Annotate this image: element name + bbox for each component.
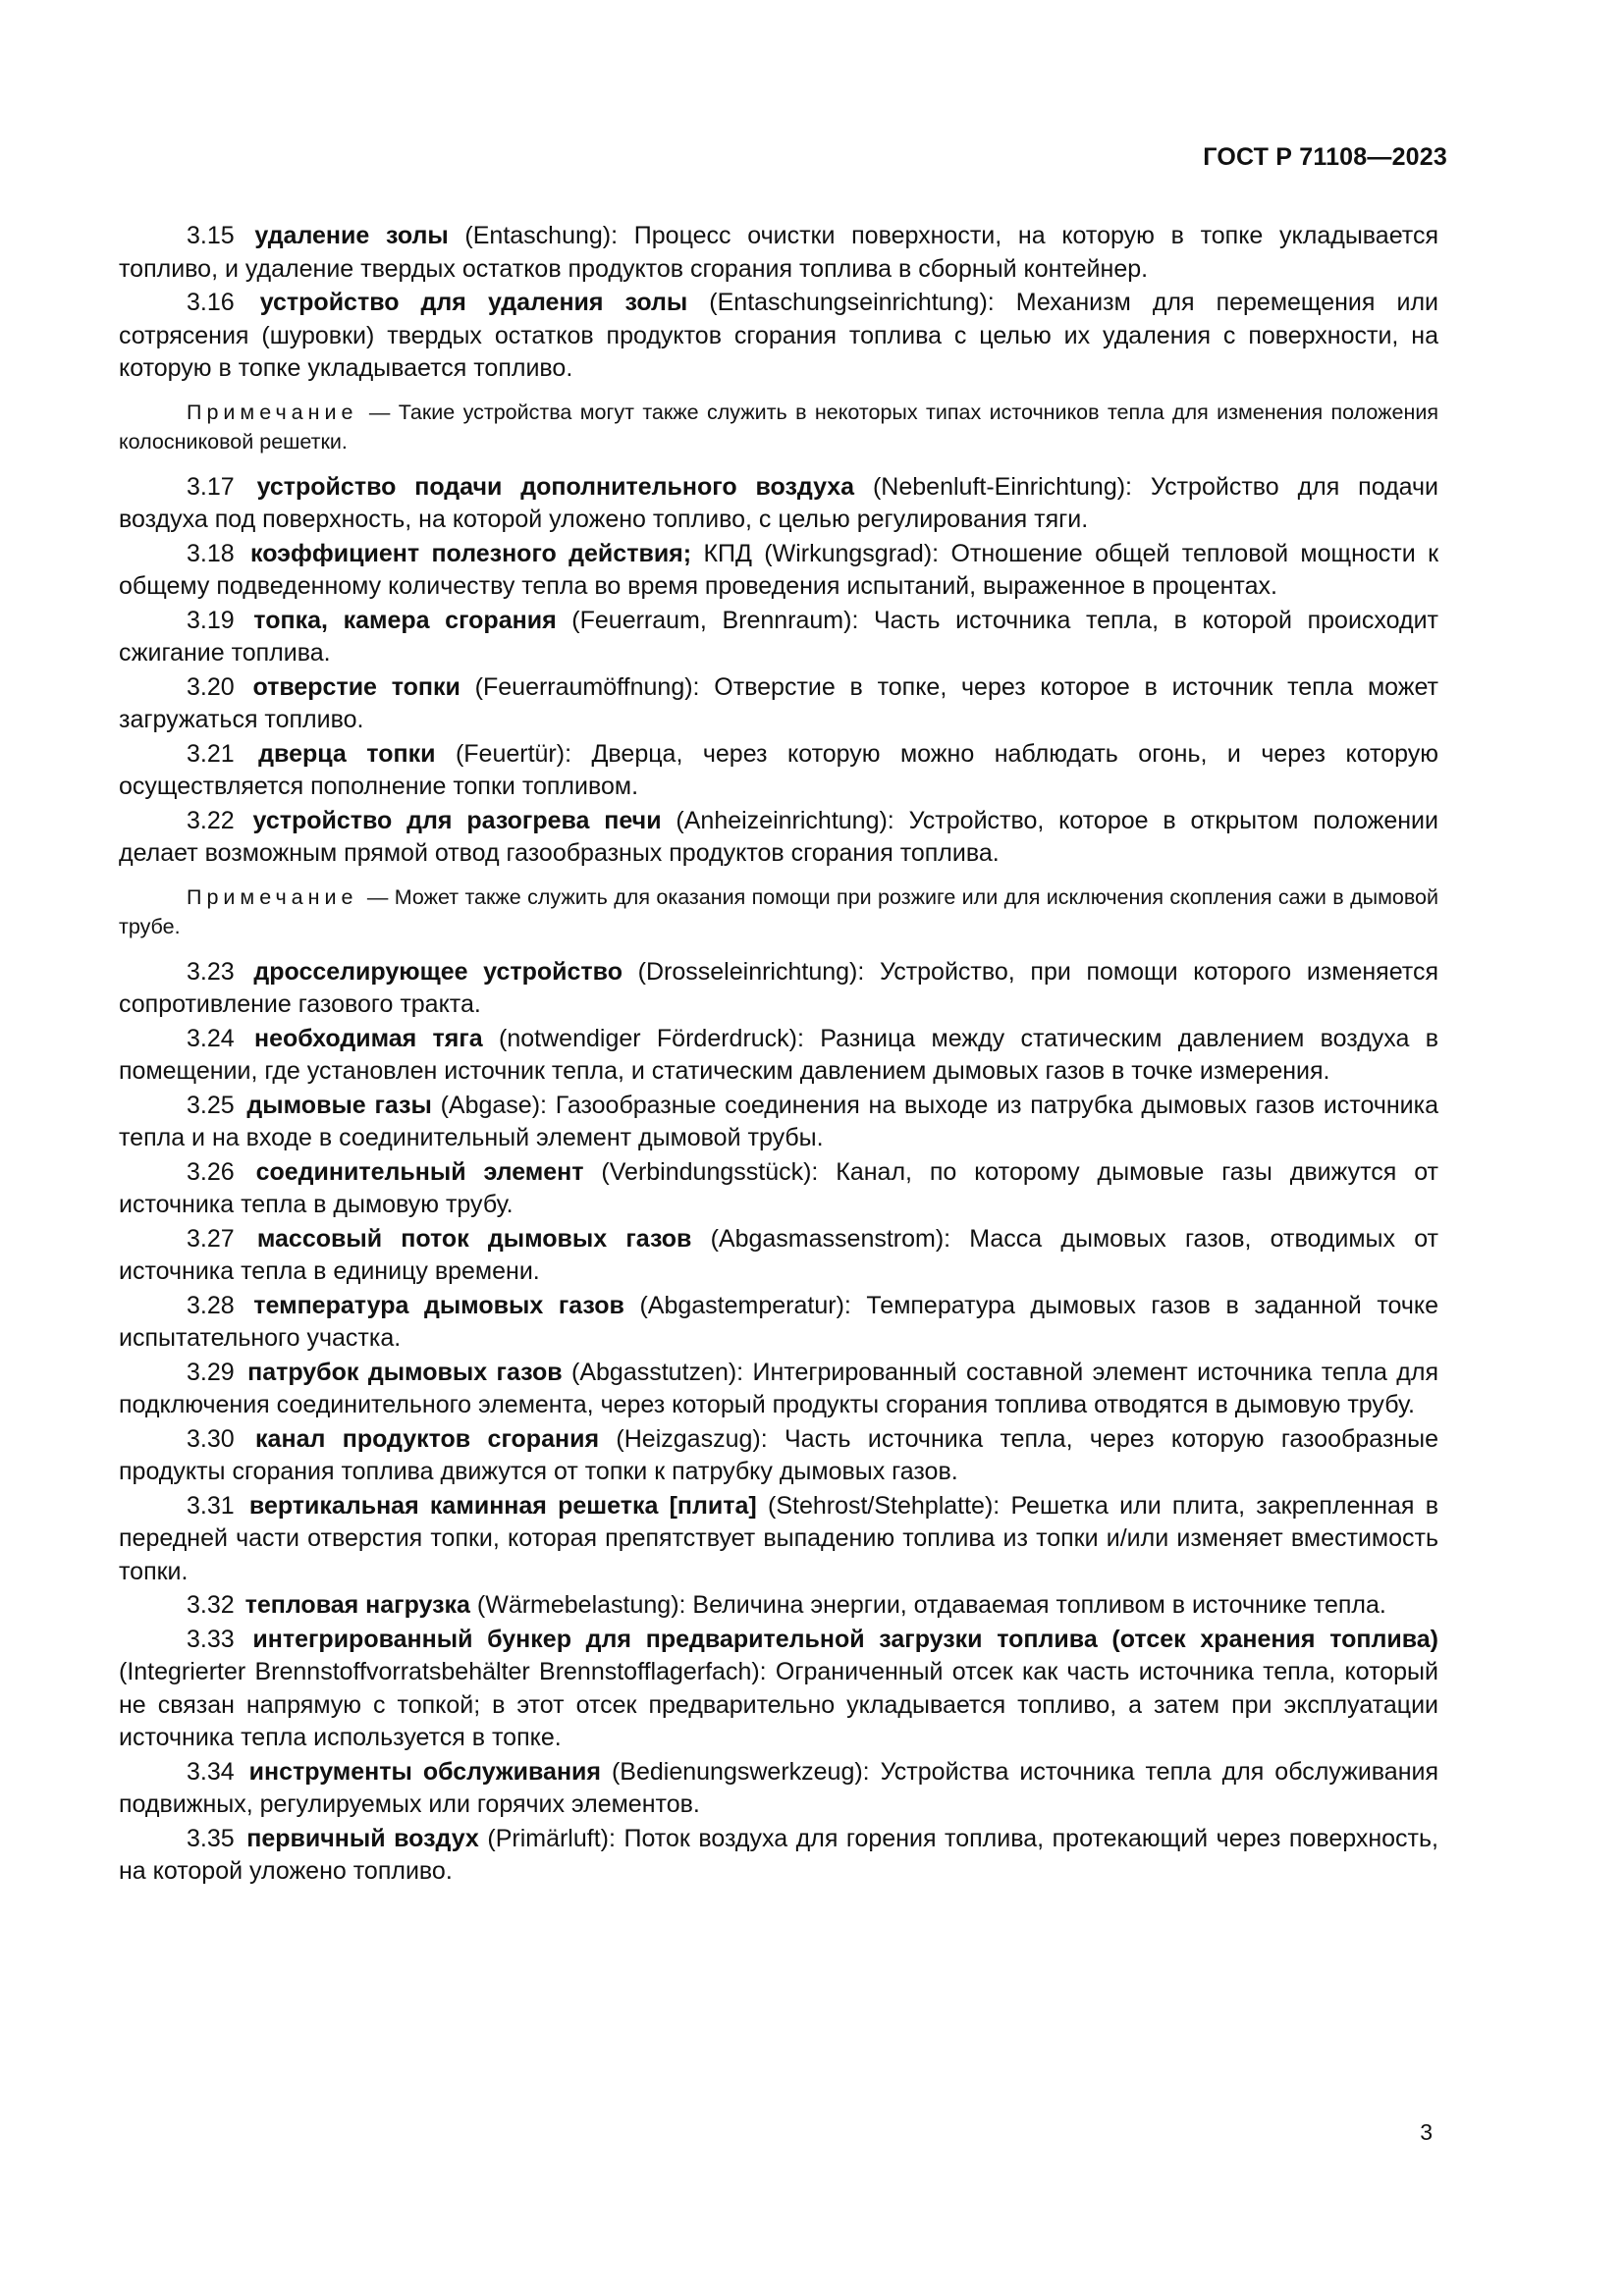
- term-name: интегрированный бункер для предварительной загрузки топлива (отсек хранения топлива): [252, 1625, 1438, 1653]
- term-number: 3.15: [187, 222, 235, 249]
- term-number: 3.24: [187, 1024, 235, 1052]
- term-name: первичный воздух: [246, 1824, 479, 1852]
- note-1: [119, 398, 1438, 456]
- term-number: 3.26: [187, 1157, 235, 1186]
- term-definition: (Feuerraum, Brennraum): Часть источника тепла, в которой происходит сжигание топлива.: [119, 606, 1438, 667]
- term-number: 3.29: [187, 1358, 235, 1386]
- document-header: ГОСТ Р 71108—2023: [1203, 143, 1447, 171]
- term-number: 3.34: [187, 1757, 235, 1786]
- term-number: 3.21: [187, 739, 235, 768]
- term-definition: (Verbindungsstück): Канал, по которому дымовые газы движутся от источника тепла в дымовую трубу.: [119, 1157, 1438, 1218]
- term-3-26: [119, 1156, 1438, 1222]
- term-name: массовый поток дымовых газов: [256, 1224, 692, 1253]
- term-name: необходимая тяга: [254, 1024, 483, 1052]
- term-definition: (Feuertür): Дверца, через которую можно наблюдать огонь, и через которую осуществляется пополнение топки топливом.: [119, 739, 1438, 800]
- term-definition: КПД (Wirkungsgrad): Отношение общей тепловой мощности к общему подведенному количеству тепла во время проведения испытаний, выраженное в процентах.: [119, 539, 1439, 600]
- note-label: Примечание: [187, 400, 358, 424]
- term-name: топка, камера сгорания: [253, 606, 557, 634]
- term-definition: (Nebenluft-Einrichtung): Устройство для подачи воздуха под поверхность, на которой уложено топливо, с целью регулирования тяги.: [119, 472, 1439, 533]
- term-3-29: [119, 1357, 1438, 1422]
- term-3-15: [119, 220, 1438, 286]
- term-name: устройство подачи дополнительного воздуха: [256, 472, 855, 501]
- term-name: соединительный элемент: [255, 1157, 584, 1186]
- term-definition: (Wärmebelastung): Величина энергии, отдаваемая топливом в источнике тепла.: [469, 1591, 1386, 1619]
- term-name: дросселирующее устройство: [253, 957, 623, 986]
- term-number: 3.30: [187, 1424, 235, 1453]
- page-number: 3: [1420, 2119, 1433, 2145]
- term-name: патрубок дымовых газов: [247, 1358, 563, 1386]
- term-definition: (Anheizeinrichtung): Устройство, которое в открытом положении делает возможным прямой отвод газообразных продуктов сгорания топлива.: [119, 806, 1438, 867]
- term-definition: (Abgasstutzen): Интегрированный составной элемент источника тепла для подключения соединительного элемента, через который продукты сгорания топлива отводятся в дымовую трубу.: [119, 1358, 1438, 1418]
- term-number: 3.16: [187, 289, 235, 316]
- term-3-32: [119, 1589, 1438, 1623]
- term-name: коэффициент полезного действия;: [250, 539, 692, 567]
- term-3-18: [119, 538, 1438, 604]
- term-number: 3.32: [187, 1591, 235, 1619]
- term-definition: (Integrierter Brennstoffvorratsbehälter Brennstofflagerfach): Ограниченный отсек как часть источника тепла, который не связан напрямую с топкой; в этот отсек предварительно укладывается топливо, а затем при эксплуатации источника тепла используется в топке.: [119, 1658, 1438, 1751]
- term-name: отверстие топки: [252, 672, 460, 701]
- term-name: устройство для разогрева печи: [252, 806, 662, 834]
- term-number: 3.27: [187, 1224, 235, 1253]
- term-definition: (Stehrost/Stehplatte): Решетка или плита, закрепленная в передней части отверстия топки, которая препятствует выпадению топлива из топки и/или изменяет вместимость топки.: [119, 1491, 1438, 1585]
- term-definition: (Feuerraumöffnung): Отверстие в топке, через которое в источник тепла может загружаться топливо.: [119, 672, 1439, 733]
- term-3-35: [119, 1823, 1438, 1889]
- term-3-23: [119, 956, 1438, 1022]
- term-definition: (Abgastemperatur): Температура дымовых газов в заданной точке испытательного участка.: [119, 1291, 1439, 1352]
- note-text: — Может также служить для оказания помощи при розжиге или для исключения скопления сажи в дымовой трубе.: [119, 884, 1438, 938]
- term-number: 3.31: [187, 1491, 235, 1520]
- term-name: инструменты обслуживания: [248, 1757, 601, 1786]
- term-name: температура дымовых газов: [253, 1291, 624, 1319]
- note-2: [119, 882, 1438, 941]
- term-3-28: [119, 1290, 1438, 1356]
- term-number: 3.33: [187, 1625, 235, 1653]
- note-text: — Такие устройства могут также служить в некоторых типах источников тепла для изменения положения колосниковой решетки.: [119, 400, 1438, 454]
- term-definition: (Drosseleinrichtung): Устройство, при помощи которого изменяется сопротивление газового тракта.: [119, 957, 1438, 1018]
- term-definition: (Bedienungswerkzeug): Устройства источника тепла для обслуживания подвижных, регулируемых или горячих элементов.: [119, 1757, 1438, 1818]
- term-3-20: [119, 671, 1438, 737]
- term-3-24: [119, 1023, 1438, 1089]
- term-name: вертикальная каминная решетка [плита]: [248, 1491, 757, 1520]
- term-definition: (Primärluft): Поток воздуха для горения топлива, протекающий через поверхность, на которой уложено топливо.: [119, 1824, 1438, 1885]
- term-3-19: [119, 605, 1438, 670]
- term-name: тепловая нагрузка: [244, 1591, 470, 1619]
- note-label: Примечание: [187, 884, 358, 909]
- term-definition: (Entaschungseinrichtung): Механизм для перемещения или сотрясения (шуровки) твердых остатков продуктов сгорания топлива с целью их удаления с поверхности, на которую в топке укладывается топливо.: [119, 289, 1438, 382]
- term-number: 3.20: [187, 672, 235, 701]
- term-3-17: [119, 471, 1438, 537]
- term-number: 3.22: [187, 806, 235, 834]
- term-number: 3.23: [187, 957, 235, 986]
- term-3-25: [119, 1090, 1438, 1155]
- term-3-16: [119, 287, 1438, 386]
- document-body: [119, 220, 1438, 1890]
- term-name: устройство для удаления золы: [259, 289, 688, 316]
- term-definition: (Abgase): Газообразные соединения на выходе из патрубка дымовых газов источника тепла и на входе в соединительный элемент дымовой трубы.: [119, 1091, 1438, 1151]
- term-name: дверца топки: [258, 739, 436, 768]
- term-3-22: [119, 805, 1438, 871]
- term-3-34: [119, 1756, 1438, 1822]
- term-name: канал продуктов сгорания: [255, 1424, 600, 1453]
- term-3-31: [119, 1490, 1438, 1589]
- term-number: 3.17: [187, 472, 235, 501]
- term-3-30: [119, 1423, 1438, 1489]
- term-name: дымовые газы: [246, 1091, 432, 1119]
- term-definition: (notwendiger Förderdruck): Разница между статическим давлением воздуха в помещении, где установлен источник тепла, и статическим давлением дымовых газов в точке измерения.: [119, 1024, 1439, 1085]
- term-number: 3.19: [187, 606, 235, 634]
- term-number: 3.35: [187, 1824, 235, 1852]
- term-3-27: [119, 1223, 1438, 1289]
- term-definition: (Abgasmassenstrom): Масса дымовых газов, отводимых от источника тепла в единицу времени.: [119, 1224, 1439, 1285]
- term-definition: (Heizgaszug): Часть источника тепла, через которую газообразные продукты сгорания топлива движутся от топки к патрубку дымовых газов.: [119, 1424, 1438, 1485]
- term-number: 3.18: [187, 539, 235, 567]
- term-number: 3.28: [187, 1291, 235, 1319]
- term-name: удаление золы: [254, 222, 449, 249]
- term-3-33: [119, 1624, 1438, 1755]
- term-number: 3.25: [187, 1091, 235, 1119]
- term-definition: (Entaschung): Процесс очистки поверхности, на которую в топке укладывается топливо, и удаление твердых остатков продуктов сгорания топлива в сборный контейнер.: [119, 222, 1438, 283]
- term-3-21: [119, 738, 1438, 804]
